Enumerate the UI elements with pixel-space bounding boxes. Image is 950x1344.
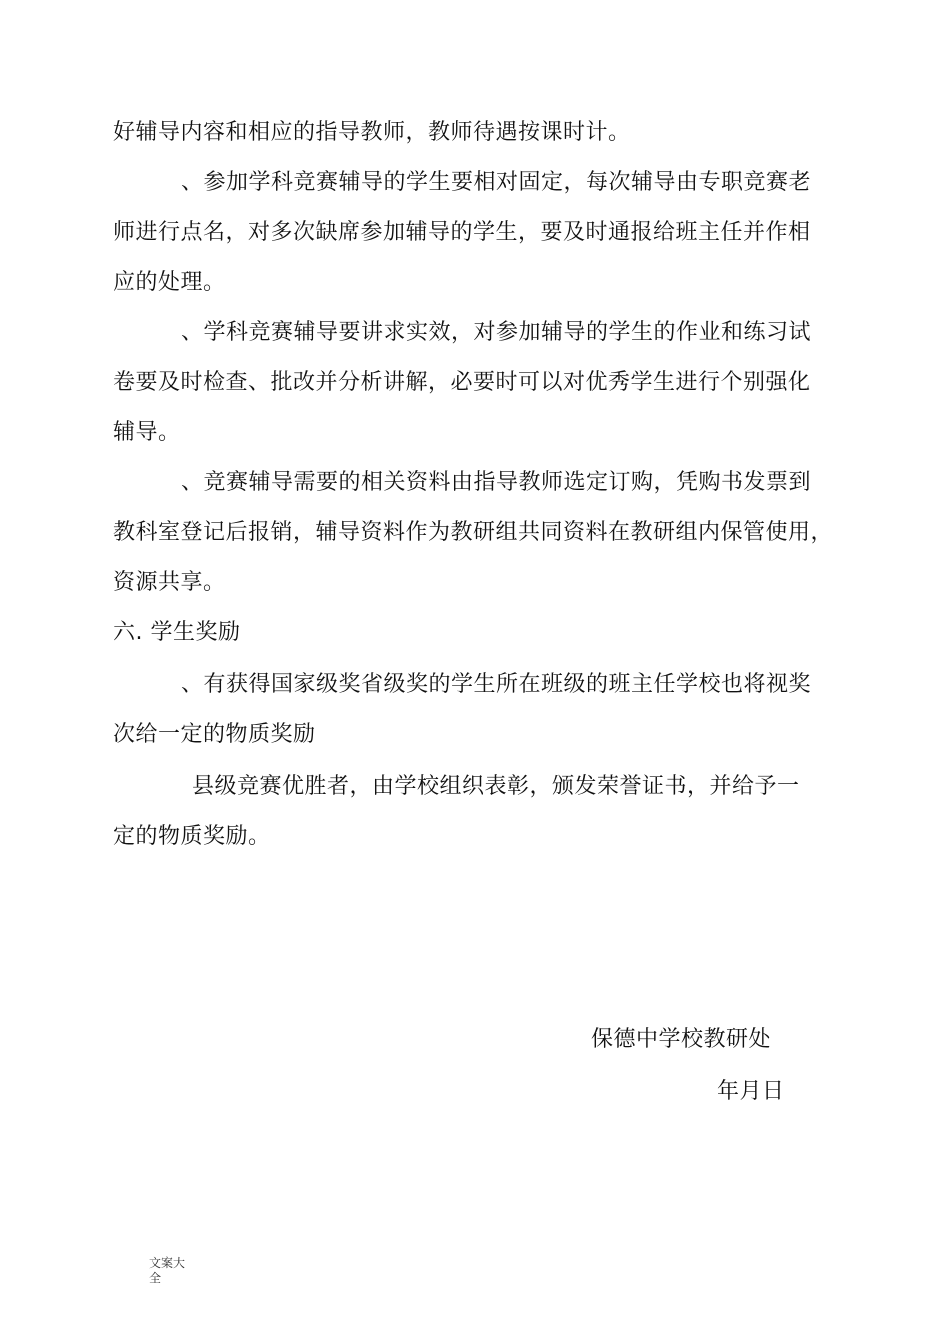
footer-note: 文案大全 bbox=[149, 1256, 186, 1285]
paragraph-line: 辅导。 bbox=[113, 420, 181, 445]
paragraph-line: 教科室登记后报销，辅导资料作为教研组共同资料在教研组内保管使用， bbox=[113, 520, 834, 545]
paragraph-line: 、学科竞赛辅导要讲求实效，对参加辅导的学生的作业和练习试 bbox=[181, 320, 812, 345]
paragraph-line: 卷要及时检查、批改并分析讲解，必要时可以对优秀学生进行个别强化 bbox=[113, 370, 811, 395]
paragraph-line: 师进行点名，对多次缺席参加辅导的学生，要及时通报给班主任并作相 bbox=[113, 220, 811, 245]
signature-organization: 保德中学校教研处 bbox=[591, 1027, 772, 1052]
paragraph-line: 、有获得国家级奖省级奖的学生所在班级的班主任学校也将视奖 bbox=[181, 672, 812, 697]
signature-date: 年月日 bbox=[717, 1079, 785, 1104]
paragraph-line: 、参加学科竞赛辅导的学生要相对固定，每次辅导由专职竞赛老 bbox=[181, 170, 812, 195]
paragraph-line: 定的物质奖励。 bbox=[113, 824, 271, 849]
paragraph-line: 资源共享。 bbox=[113, 570, 226, 595]
paragraph-line: 应的处理。 bbox=[113, 270, 226, 295]
paragraph-line: 、竞赛辅导需要的相关资料由指导教师选定订购，凭购书发票到 bbox=[181, 470, 812, 495]
paragraph-line: 次给一定的物质奖励 bbox=[113, 722, 316, 747]
section-heading: 六. 学生奖励 bbox=[113, 620, 241, 645]
paragraph-line: 好辅导内容和相应的指导教师，教师待遇按课时计。 bbox=[113, 120, 631, 145]
paragraph-line: 县级竞赛优胜者，由学校组织表彰，颁发荣誉证书，并给予一 bbox=[192, 774, 800, 799]
